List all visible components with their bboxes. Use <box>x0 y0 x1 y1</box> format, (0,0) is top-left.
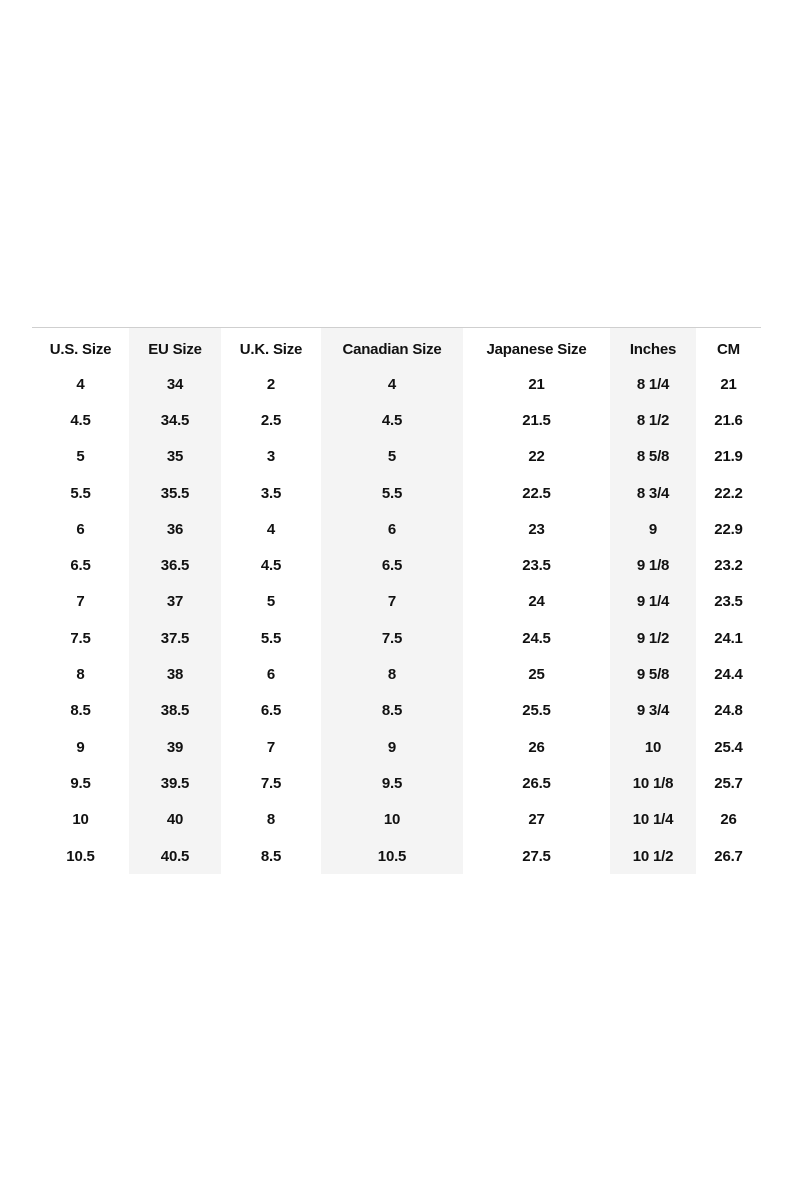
cell-uk-size: 4 <box>266 520 276 538</box>
cell-eu-size: 35 <box>129 439 221 475</box>
cell-japanese-size: 24.5 <box>522 629 551 647</box>
cell-inches: 9 1/8 <box>610 547 696 583</box>
cell-inches: 10 <box>610 729 696 765</box>
table-row <box>32 366 761 402</box>
cell-uk-size: 7 <box>266 738 276 756</box>
cell-japanese-size: 26.5 <box>522 774 551 792</box>
cell-cm: 21.9 <box>714 448 743 466</box>
cell-eu-size: 40.5 <box>129 838 221 874</box>
cell-inches: 9 <box>610 511 696 547</box>
cell-japanese-size: 21 <box>528 375 545 393</box>
cell-canadian-size: 7 <box>321 584 463 620</box>
header-inches: Inches <box>610 328 696 366</box>
cell-canadian-size: 10 <box>321 802 463 838</box>
cell-inches: 10 1/8 <box>610 765 696 801</box>
cell-uk-size: 6 <box>266 666 276 684</box>
cell-eu-size: 40 <box>129 802 221 838</box>
cell-uk-size: 4.5 <box>260 557 282 575</box>
cell-uk-size: 8 <box>266 811 276 829</box>
cell-us-size: 6.5 <box>70 557 91 575</box>
table-row <box>32 547 761 583</box>
cell-inches: 9 1/2 <box>610 620 696 656</box>
table-row <box>32 475 761 511</box>
cell-eu-size: 36 <box>129 511 221 547</box>
cell-us-size: 10.5 <box>66 847 95 865</box>
cell-us-size: 7.5 <box>70 629 91 647</box>
cell-eu-size: 38.5 <box>129 693 221 729</box>
cell-eu-size: 34.5 <box>129 402 221 438</box>
table-header-row <box>32 328 761 366</box>
cell-inches: 9 5/8 <box>610 656 696 692</box>
cell-canadian-size: 7.5 <box>321 620 463 656</box>
cell-eu-size: 37.5 <box>129 620 221 656</box>
cell-inches: 9 3/4 <box>610 693 696 729</box>
cell-uk-size: 5 <box>266 593 276 611</box>
cell-eu-size: 37 <box>129 584 221 620</box>
cell-cm: 24.8 <box>714 702 743 720</box>
cell-cm: 26 <box>720 811 737 829</box>
cell-eu-size: 35.5 <box>129 475 221 511</box>
cell-inches: 10 1/4 <box>610 802 696 838</box>
cell-japanese-size: 23 <box>528 520 545 538</box>
cell-canadian-size: 5.5 <box>321 475 463 511</box>
cell-cm: 25.4 <box>714 738 743 756</box>
cell-uk-size: 5.5 <box>260 629 282 647</box>
table-row <box>32 620 761 656</box>
cell-cm: 24.1 <box>714 629 743 647</box>
cell-japanese-size: 21.5 <box>522 411 551 429</box>
cell-us-size: 8 <box>76 666 85 684</box>
cell-canadian-size: 4.5 <box>321 402 463 438</box>
cell-inches: 8 5/8 <box>610 439 696 475</box>
cell-inches: 10 1/2 <box>610 838 696 874</box>
table-row <box>32 765 761 801</box>
cell-inches: 8 3/4 <box>610 475 696 511</box>
cell-cm: 22.9 <box>714 520 743 538</box>
cell-us-size: 10 <box>72 811 89 829</box>
cell-canadian-size: 6.5 <box>321 547 463 583</box>
cell-japanese-size: 22 <box>528 448 545 466</box>
cell-canadian-size: 9.5 <box>321 765 463 801</box>
table-body <box>32 366 761 874</box>
cell-canadian-size: 8 <box>321 656 463 692</box>
cell-eu-size: 39 <box>129 729 221 765</box>
table-row <box>32 511 761 547</box>
cell-canadian-size: 4 <box>321 366 463 402</box>
table-row <box>32 693 761 729</box>
cell-us-size: 5 <box>76 448 85 466</box>
size-chart-table <box>32 327 761 874</box>
header-canadian-size: Canadian Size <box>321 328 463 366</box>
cell-us-size: 4.5 <box>70 411 91 429</box>
cell-us-size: 9.5 <box>70 774 91 792</box>
cell-us-size: 8.5 <box>70 702 91 720</box>
cell-uk-size: 2 <box>266 375 276 393</box>
cell-eu-size: 38 <box>129 656 221 692</box>
cell-inches: 9 1/4 <box>610 584 696 620</box>
header-cm: CM <box>717 340 740 358</box>
cell-eu-size: 36.5 <box>129 547 221 583</box>
table-row <box>32 656 761 692</box>
cell-uk-size: 8.5 <box>260 847 282 865</box>
table-row <box>32 729 761 765</box>
cell-uk-size: 6.5 <box>260 702 282 720</box>
table-row <box>32 584 761 620</box>
table-row <box>32 802 761 838</box>
cell-cm: 23.2 <box>714 557 743 575</box>
cell-uk-size: 2.5 <box>260 411 282 429</box>
table-row <box>32 838 761 874</box>
cell-canadian-size: 5 <box>321 439 463 475</box>
cell-inches: 8 1/2 <box>610 402 696 438</box>
cell-uk-size: 7.5 <box>260 774 282 792</box>
cell-eu-size: 39.5 <box>129 765 221 801</box>
cell-cm: 21 <box>720 375 737 393</box>
cell-japanese-size: 27 <box>528 811 545 829</box>
cell-canadian-size: 9 <box>321 729 463 765</box>
cell-cm: 24.4 <box>714 666 743 684</box>
cell-cm: 21.6 <box>714 411 743 429</box>
cell-cm: 25.7 <box>714 774 743 792</box>
cell-uk-size: 3.5 <box>260 484 282 502</box>
cell-japanese-size: 27.5 <box>522 847 551 865</box>
cell-us-size: 5.5 <box>70 484 91 502</box>
cell-uk-size: 3 <box>266 448 276 466</box>
cell-eu-size: 34 <box>129 366 221 402</box>
cell-canadian-size: 6 <box>321 511 463 547</box>
cell-canadian-size: 10.5 <box>321 838 463 874</box>
table-row <box>32 402 761 438</box>
cell-us-size: 6 <box>76 520 85 538</box>
cell-cm: 23.5 <box>714 593 743 611</box>
header-eu-size: EU Size <box>129 328 221 366</box>
cell-canadian-size: 8.5 <box>321 693 463 729</box>
cell-us-size: 7 <box>76 593 85 611</box>
cell-cm: 22.2 <box>714 484 743 502</box>
cell-japanese-size: 22.5 <box>522 484 551 502</box>
cell-japanese-size: 23.5 <box>522 557 551 575</box>
cell-japanese-size: 24 <box>528 593 545 611</box>
cell-japanese-size: 25.5 <box>522 702 551 720</box>
header-us-size: U.S. Size <box>49 340 112 358</box>
cell-us-size: 4 <box>76 375 85 393</box>
cell-us-size: 9 <box>76 738 85 756</box>
table-row <box>32 439 761 475</box>
header-japanese-size: Japanese Size <box>486 340 587 358</box>
cell-japanese-size: 25 <box>528 666 545 684</box>
header-uk-size: U.K. Size <box>239 340 303 358</box>
cell-japanese-size: 26 <box>528 738 545 756</box>
cell-cm: 26.7 <box>714 847 743 865</box>
cell-inches: 8 1/4 <box>610 366 696 402</box>
